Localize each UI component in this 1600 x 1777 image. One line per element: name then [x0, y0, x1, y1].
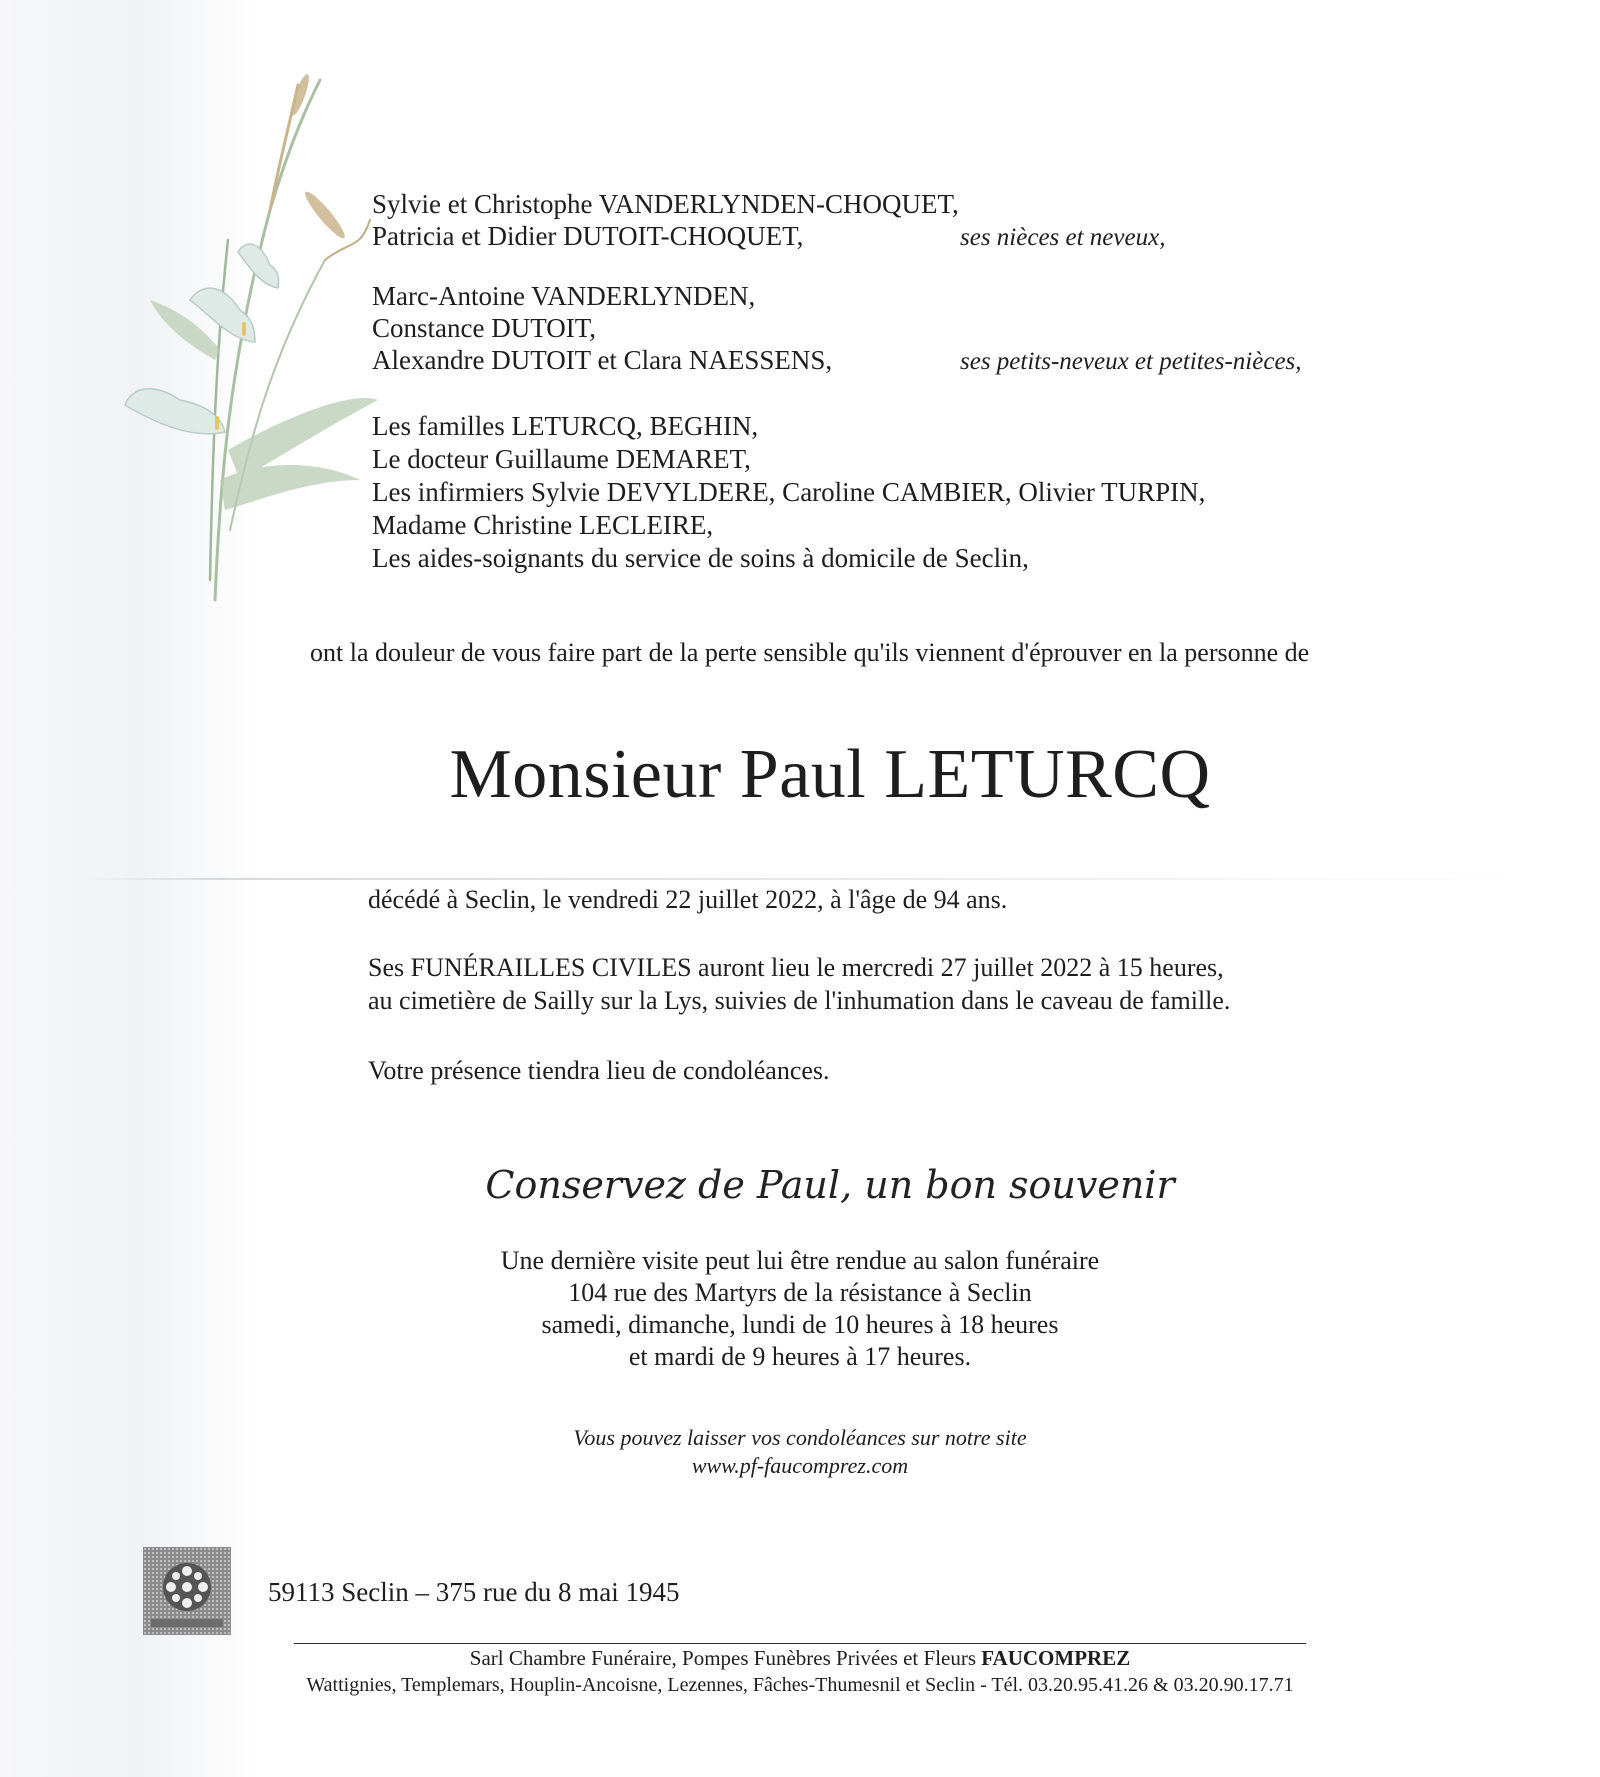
website-link[interactable]: www.pf-faucomprez.com: [691, 1453, 909, 1478]
footer-rule: [294, 1643, 1306, 1644]
address: 59113 Seclin – 375 rue du 8 mai 1945: [268, 1577, 680, 1607]
family-line: Sylvie et Christophe VANDERLYNDEN-CHOQUET,: [372, 189, 959, 219]
deceased-name: Monsieur Paul LETURCQ: [449, 736, 1211, 813]
funeral-association-logo-icon: [143, 1547, 231, 1635]
relation-label: ses nièces et neveux,: [960, 224, 1166, 251]
footer-locations: Wattignies, Templemars, Houplin-Ancoisne, Lezennes, Fâches-Thumesnil et Seclin - Tél. 03.20.95.41.26 & 03.20.90.17.71: [306, 1674, 1294, 1696]
family-line: Les infirmiers Sylvie DEVYLDERE, Caroline CAMBIER, Olivier TURPIN,: [372, 477, 1206, 507]
memory-phrase: Conservez de Paul, un bon souvenir: [485, 1163, 1175, 1207]
announcement-text: ont la douleur de vous faire part de la perte sensible qu'ils viennent d'éprouver en la personne de: [310, 638, 1310, 667]
calla-lily-floral-icon: [120, 60, 380, 620]
funeral-line: Ses FUNÉRAILLES CIVILES auront lieu le mercredi 27 juillet 2022 à 15 heures,: [368, 953, 1224, 982]
visit-line: et mardi de 9 heures à 17 heures.: [628, 1342, 972, 1371]
family-line: Constance DUTOIT,: [372, 313, 596, 343]
visit-line: 104 rue des Martyrs de la résistance à Seclin: [568, 1278, 1032, 1307]
visit-line: samedi, dimanche, lundi de 10 heures à 18 heures: [541, 1310, 1059, 1339]
family-line: Patricia et Didier DUTOIT-CHOQUET,: [372, 221, 804, 251]
relation-label: ses petits-neveux et petites-nièces,: [960, 348, 1302, 375]
footer-company-name: FAUCOMPREZ: [981, 1646, 1131, 1670]
condolence-note: Votre présence tiendra lieu de condoléances.: [368, 1056, 830, 1085]
footer-company: [0, 1646, 1600, 1671]
family-line: Les familles LETURCQ, BEGHIN,: [372, 411, 759, 441]
funeral-line: au cimetière de Sailly sur la Lys, suivies de l'inhumation dans le caveau de famille.: [368, 986, 1231, 1015]
paper-fold-line: [80, 878, 1520, 880]
visit-line: Une dernière visite peut lui être rendue au salon funéraire: [500, 1246, 1100, 1275]
death-line: décédé à Seclin, le vendredi 22 juillet 2022, à l'âge de 94 ans.: [368, 885, 1008, 914]
online-condolence-note: Vous pouvez laisser vos condoléances sur notre site: [573, 1425, 1027, 1450]
footer-company-prefix: Sarl Chambre Funéraire, Pompes Funèbres Privées et Fleurs: [469, 1646, 977, 1670]
family-line: Les aides-soignants du service de soins à domicile de Seclin,: [372, 543, 1029, 573]
family-line: Le docteur Guillaume DEMARET,: [372, 444, 751, 474]
family-line: Alexandre DUTOIT et Clara NAESSENS,: [372, 345, 833, 375]
family-line: Madame Christine LECLEIRE,: [372, 510, 714, 540]
family-line: Marc-Antoine VANDERLYNDEN,: [372, 281, 756, 311]
